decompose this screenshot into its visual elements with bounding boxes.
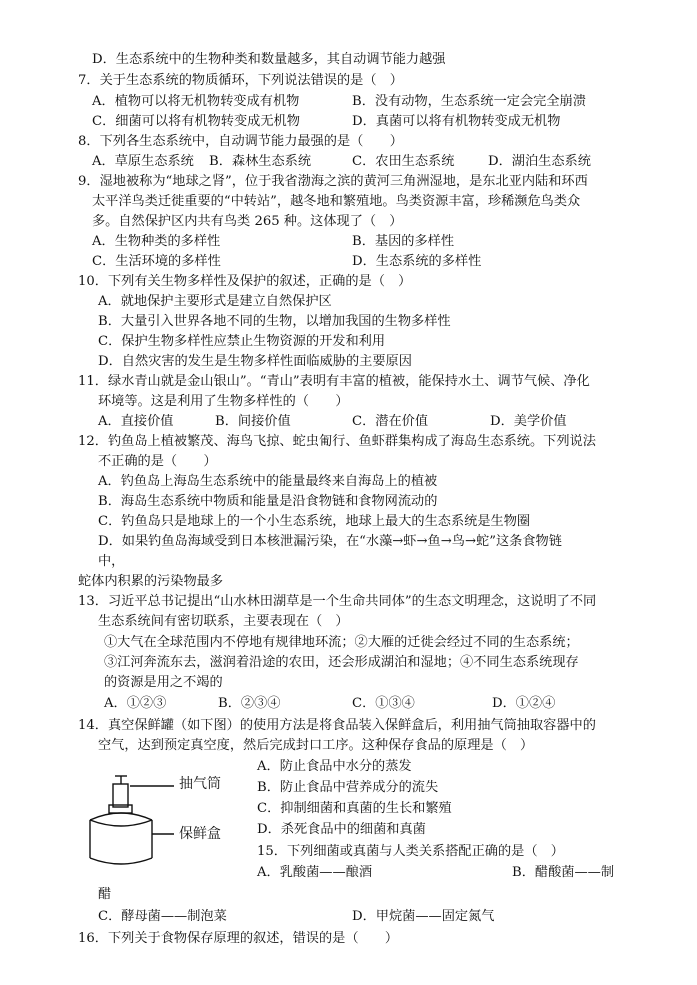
q7-option-b: B．没有动物，生态系统一定会完全崩溃 [352,94,586,109]
q8-option-d: D．湖泊生态系统 [488,154,591,169]
q11-option-a: A．直接价值 [98,414,174,429]
q12-option-d-line1: D．如果钓鱼岛海域受到日本核泄漏污染，在“水藻→虾→鱼→鸟→蛇”这条食物链 [98,534,562,549]
q10-stem: 10．下列有关生物多样性及保护的叙述，正确的是（ ） [78,274,412,289]
q14-stem-line1: 14．真空保鲜罐（如下图）的使用方法是将食品装入保鲜盒后，利用抽气筒抽取容器中的 [78,718,596,733]
q13-stem-line1: 13．习近平总书记提出“山水林田湖草是一个生命共同体”的生态文明理念，这说明了不同 [78,594,597,609]
q10-option-c: C．保护生物多样性应禁止生物资源的开发和利用 [98,334,386,349]
q9-stem-line1: 9．湿地被称为“地球之肾”，位于我省渤海之滨的黄河三角洲湿地，是东北亚内陆和环西 [78,174,588,189]
q15-stem: 15．下列细菌或真菌与人类关系搭配正确的是（ ） [257,844,564,859]
q16-stem: 16．下列关于食物保存原理的叙述，错误的是（ ） [78,931,399,946]
q7-stem: 7．关于生态系统的物质循环，下列说法错误的是（ ） [78,73,403,88]
q6-option-d: D．生态系统中的生物种类和数量越多，其自动调节能力越强 [92,52,446,67]
vacuum-container-figure [86,770,261,870]
q9-option-c: C．生活环境的多样性 [92,254,221,269]
q10-option-b: B．大量引入世界各地不同的生物，以增加我国的生物多样性 [98,314,451,329]
q11-option-c: C．潜在价值 [352,414,429,429]
q12-option-d-line2: 中， [98,554,125,569]
q10-option-d: D．自然灾害的发生是生物多样性面临威胁的主要原因 [98,354,412,369]
q9-option-d: D．生态系统的多样性 [352,254,482,269]
q15-option-c: C．酵母菌——制泡菜 [98,909,227,924]
q13-option-c: C．①③④ [352,696,415,711]
q11-stem-line1: 11．绿水青山就是金山银山”。“青山”表明有丰富的植被，能保持水土、调节气候、净化 [78,374,590,389]
q7-option-d: D．真菌可以将有机物转变成无机物 [352,114,561,129]
q14-option-d: D．杀死食品中的细菌和真菌 [257,822,426,837]
q13-option-d: D．①②④ [492,696,556,711]
q13-statement-line3: 的资源是用之不竭的 [104,675,223,690]
q15-option-a: A．乳酸菌——酿酒 [257,865,373,880]
q8-option-b: B．森林生态系统 [209,154,312,169]
q8-option-a: A．草原生态系统 [92,154,194,169]
q9-stem-line3: 多。自然保护区内共有鸟类 265 种。这体现了（ ） [92,214,403,229]
q12-stem-line2: 不正确的是（ ） [98,454,217,469]
pump-label: 抽气筒 [179,776,221,792]
q12-option-a: A．钓鱼岛上海岛生态系统中的能量最终来自海岛上的植被 [98,474,438,489]
q12-option-c: C．钓鱼岛只是地球上的一个小生态系统，地球上最大的生态系统是生物圈 [98,514,531,529]
q12-stem-line1: 12．钓鱼岛上植被繁茂、海鸟飞掠、蛇虫匍行、鱼虾群集构成了海岛生态系统。下列说法 [78,434,596,449]
q9-option-b: B．基因的多样性 [352,234,455,249]
q14-option-a: A．防止食品中水分的蒸发 [257,759,412,774]
q15-option-b-line1: B．醋酸菌——制 [512,865,615,880]
q8-option-c: C．农田生态系统 [352,154,455,169]
q11-option-d: D．美学价值 [490,414,567,429]
q12-option-d-line3: 蛇体内积累的污染物最多 [78,574,224,589]
box-label: 保鲜盒 [179,826,221,842]
q7-option-a: A．植物可以将无机物转变成有机物 [92,94,300,109]
q15-option-d: D．甲烷菌——固定氮气 [352,909,495,924]
q12-option-b: B．海岛生态系统中物质和能量是沿食物链和食物网流动的 [98,494,438,509]
q9-stem-line2: 太平洋鸟类迁徙重要的“中转站”，越冬地和繁殖地。鸟类资源丰富，珍稀濒危鸟类众 [92,194,581,209]
q15-option-b-line2: 醋 [98,887,112,902]
q8-stem: 8．下列各生态系统中，自动调节能力最强的是（ ） [78,134,403,149]
vacuum-container-drawing [86,770,261,870]
q11-option-b: B．间接价值 [215,414,291,429]
q13-option-a: A．①②③ [104,696,167,711]
q13-option-b: B．②③④ [218,696,281,711]
q13-statement-line1: ①大气在全球范围内不停地有规律地环流；②大雁的迁徙会经过不同的生态系统； [104,635,579,650]
q10-option-a: A．就地保护主要形式是建立自然保护区 [98,294,332,309]
q14-stem-line2: 空气，达到预定真空度，然后完成封口工序。这种保存食品的原理是（ ） [98,738,534,753]
q9-option-a: A．生物种类的多样性 [92,234,221,249]
q14-option-c: C．抑制细菌和真菌的生长和繁殖 [257,801,452,816]
q13-statement-line2: ③江河奔流东去，滋润着沿途的农田，还会形成湖泊和湿地；④不同生态系统现存 [104,655,579,670]
q7-option-c: C．细菌可以将有机物转变成无机物 [92,114,300,129]
q13-stem-line2: 生态系统间有密切联系，主要表现在（ ） [98,614,349,629]
q11-stem-line2: 环境等。这是利用了生物多样性的（ ） [98,394,349,409]
q14-option-b: B．防止食品中营养成分的流失 [257,780,439,795]
